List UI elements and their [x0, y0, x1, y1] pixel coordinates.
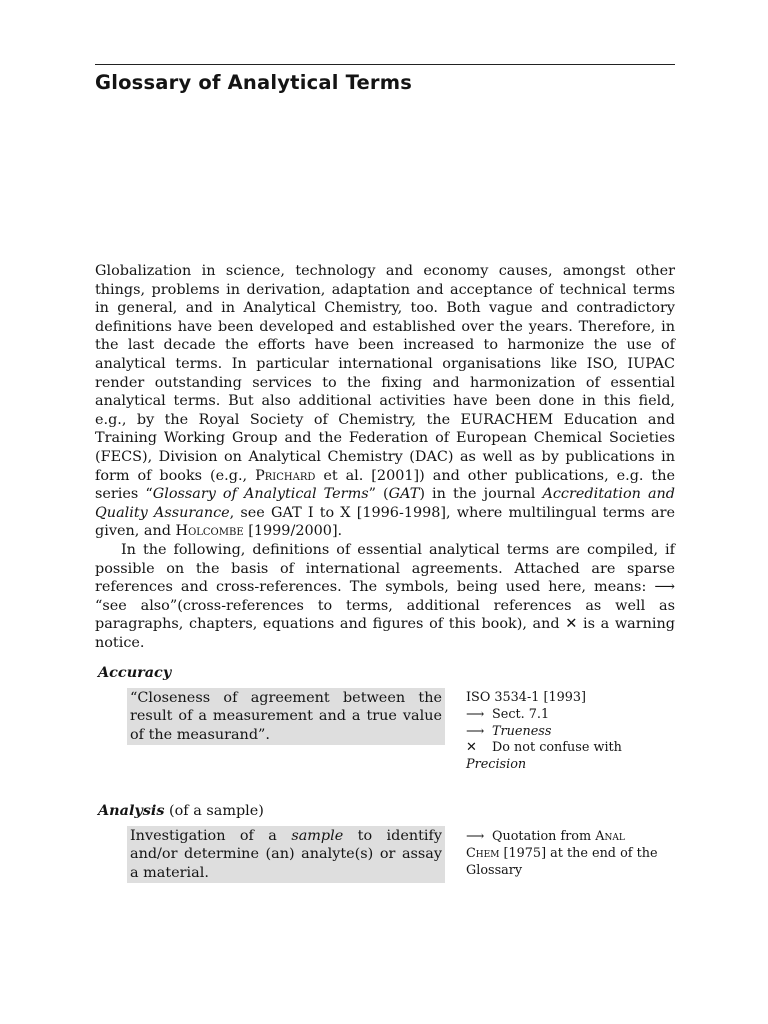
intro-paragraph-1: Globalization in science, technology and economy causes, amongst other things, problems in derivation, adaptation and acceptance of technical terms in general, and in Analytical Chemistry, too. Both vague and contradictory definitions have been developed and established over the years. Therefore, in the last decade the efforts have been increased to harmonize the use of analytical terms. In particular international organisations like ISO, IUPAC render outstanding services to the fixing and harmonization of essential analytical terms. But also additional activities have been done in this field, e.g., by the Royal Society of Chemistry, the EURACHEM Education and Training Working Group and the Federation of European Chemical Societies (FECS), Division on Analytical Chemistry (DAC) as well as by publications in form of books (e.g., Prichard et al. [2001]) and other publications, e.g. the series “Glossary of Analytical Terms” (GAT) in the journal Accreditation and Quality Assurance, see GAT I to X [1996-1998], where multilingual terms are given, and Holcombe [1999/2000]. [95, 263, 676, 540]
see-also-arrow-icon: ⟶ [466, 829, 485, 844]
intro-text [95, 262, 675, 652]
intro-paragraph-2: In the following, definitions of essential analytical terms are compiled, if possible on the basis of international agreements. Attached are sparse references and cross-references. The symbols, being used here, means: ⟶ “see also”(cross-references to terms, additional references as well as paragraphs, chapters, equations and figures of this book), and ✕ is a warning notice. [95, 541, 675, 651]
term-heading-accuracy [98, 664, 171, 681]
top-rule [95, 64, 675, 65]
references-accuracy [466, 690, 681, 774]
author-prichard: Prichard [255, 467, 316, 484]
term-qualifier: (of a sample) [169, 803, 264, 819]
author-holcombe: Holcombe [175, 523, 244, 540]
section-ref: Sect. 7.1 [492, 706, 550, 722]
warning-cross-icon: ✕ [565, 616, 578, 633]
term-name: Accuracy [98, 664, 172, 681]
term-name: Analysis [98, 802, 165, 819]
term-heading-analysis [98, 802, 264, 819]
page-title: Glossary of Analytical Terms [95, 71, 413, 94]
journal-name: Accreditation and Quality Assurance [95, 486, 676, 521]
see-also-arrow-icon: ⟶ [654, 579, 675, 596]
definition-box-analysis: Investigation of a sample to identify and/or determine (an) analyte(s) or assay a material. [127, 826, 445, 883]
definition-box-accuracy: “Closeness of agreement between the result of a measurement and a true value of the measurand”. [127, 688, 445, 745]
term-sample: sample [291, 828, 344, 844]
references-analysis: ⟶ Quotation from Anal Chem [1975] at the end of the Glossary [466, 829, 658, 878]
cross-ref-trueness: Trueness [492, 723, 552, 739]
warning-cross-icon: ✕ [466, 740, 477, 756]
reference-source: ISO 3534-1 [1993] [466, 690, 587, 705]
cross-ref-precision: Precision [466, 757, 527, 773]
see-also-arrow-icon: ⟶ [466, 723, 485, 739]
see-also-arrow-icon: ⟶ [466, 706, 485, 722]
warning-text: Do not confuse with [492, 740, 622, 756]
